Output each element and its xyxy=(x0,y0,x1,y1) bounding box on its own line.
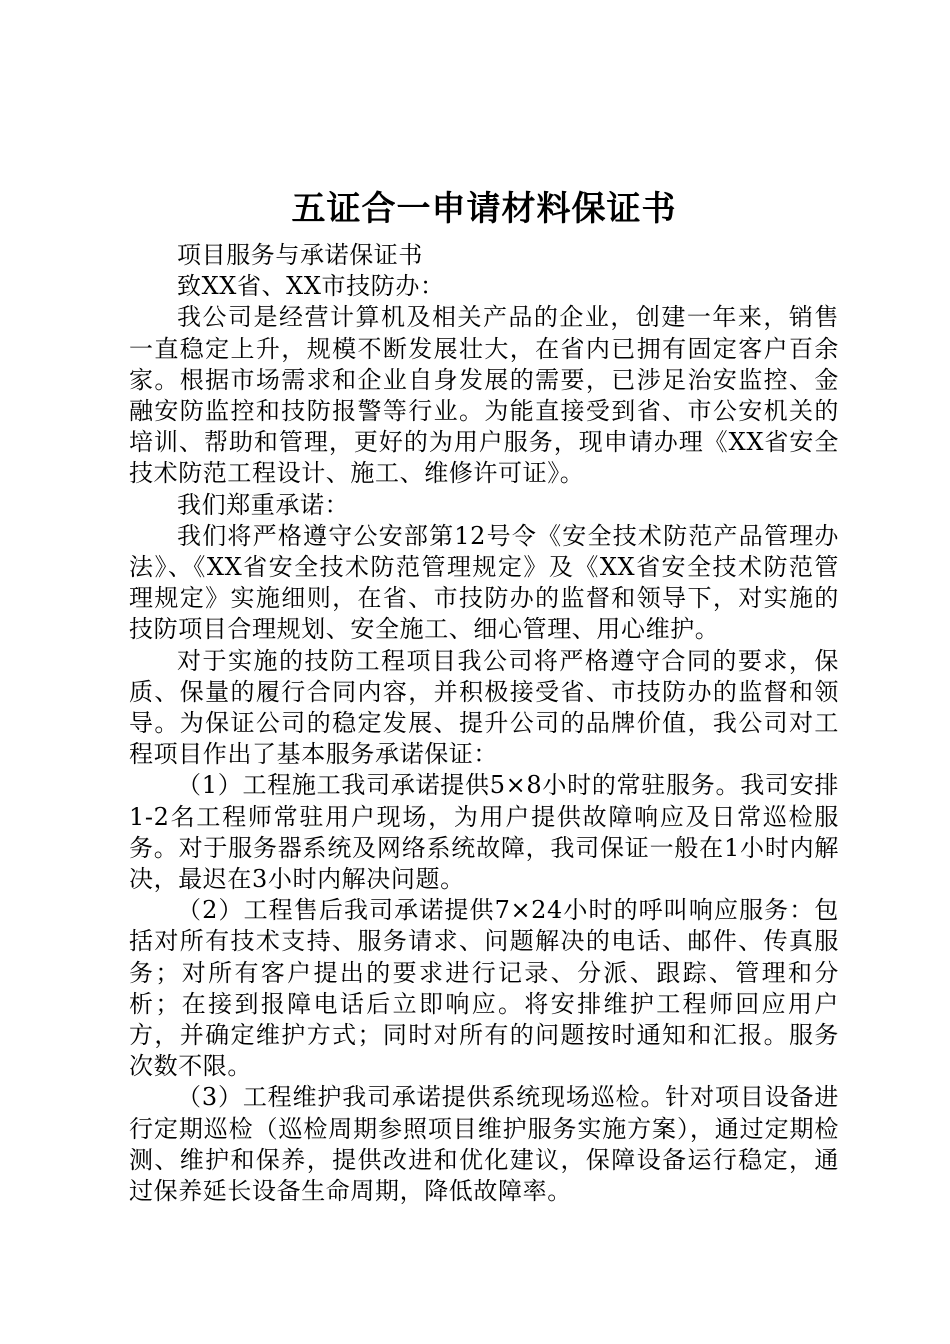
service-item-1-paragraph: （1）工程施工我司承诺提供5×8小时的常驻服务。我司安排1-2名工程师常驻用户现场，为用户提供故障响应及日常巡检服务。对于服务器系统及网络系统故障，我司保证一般在1小时内解决，最迟在3小时内解决问题。 xyxy=(129,771,839,894)
document-page xyxy=(129,182,839,1207)
service-item-3-paragraph: （3）工程维护我司承诺提供系统现场巡检。针对项目设备进行定期巡检（巡检周期参照项目维护服务实施方案），通过定期检测、维护和保养，提供改进和优化建议，保障设备运行稳定，通过保养延长设备生命周期，降低故障率。 xyxy=(129,1083,839,1206)
subtitle-paragraph: 项目服务与承诺保证书 xyxy=(177,241,423,269)
service-item-2-paragraph: （2）工程售后我司承诺提供7×24小时的呼叫响应服务：包括对所有技术支持、服务请求、问题解决的电话、邮件、传真服务；对所有客户提出的要求进行记录、分派、跟踪、管理和分析；在接到报障电话后立即响应。将安排维护工程师回应用户方，并确定维护方式；同时对所有的问题按时通知和汇报。服务次数不限。 xyxy=(129,896,839,1081)
contract-paragraph: 对于实施的技防工程项目我公司将严格遵守合同的要求，保质、保量的履行合同内容，并积极接受省、市技防办的监督和领导。为保证公司的稳定发展、提升公司的品牌价值，我公司对工程项目作出了基本服务承诺保证： xyxy=(129,646,839,769)
addressee-paragraph: 致XX省、XX市技防办： xyxy=(177,272,445,301)
commitment-heading-paragraph: 我们郑重承诺： xyxy=(177,490,350,519)
document-title: 五证合一申请材料保证书 xyxy=(291,189,677,229)
company-intro-paragraph: 我公司是经营计算机及相关产品的企业，创建一年来，销售一直稳定上升，规模不断发展壮大，在省内已拥有固定客户百余家。根据市场需求和企业自身发展的需要，已涉足治安监控、金融安防监控和技防报警等行业。为能直接受到省、市公安机关的培训、帮助和管理，更好的为用户服务，现申请办理《XX省安全技术防范工程设计、施工、维修许可证》。 xyxy=(129,303,839,488)
compliance-paragraph: 我们将严格遵守公安部第12号令《安全技术防范产品管理办法》、《XX省安全技术防范管理规定》及《XX省安全技术防范管理规定》实施细则，在省、市技防办的监督和领导下，对实施的技防项目合理规划、安全施工、细心管理、用心维护。 xyxy=(129,521,839,644)
